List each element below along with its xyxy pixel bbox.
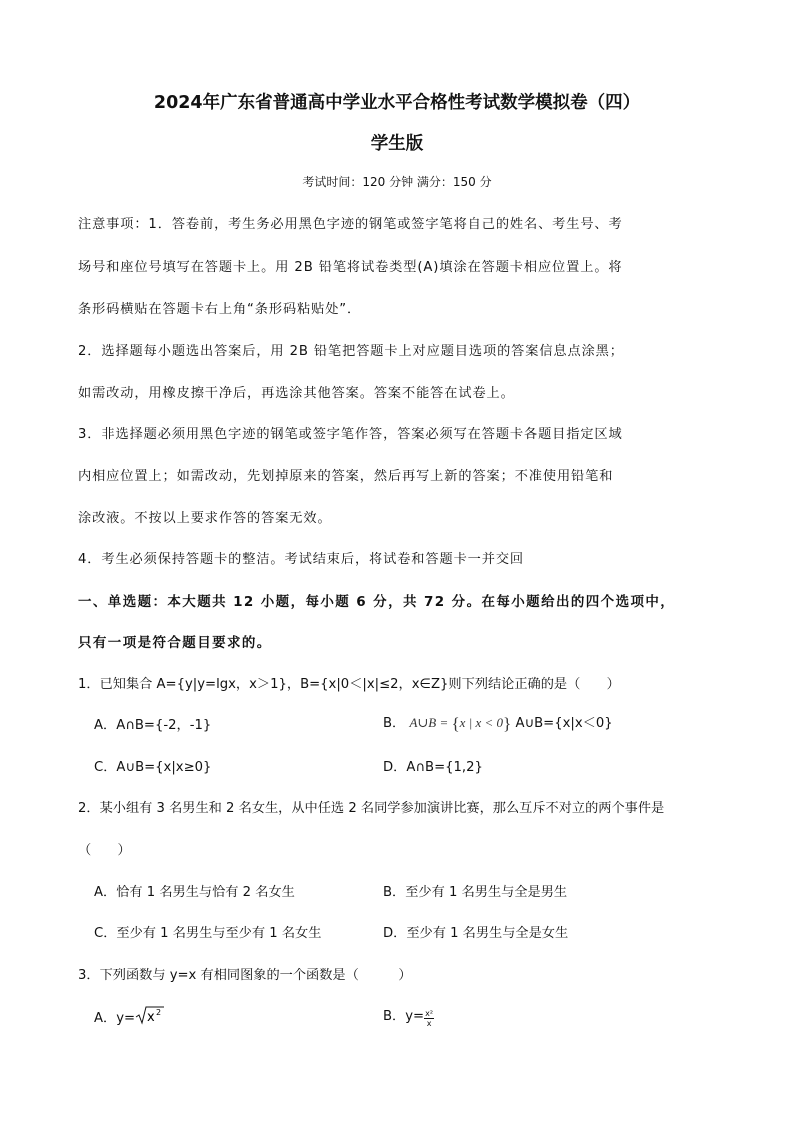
fraction-denominator: x — [426, 1019, 432, 1028]
option-label: B． — [383, 716, 406, 731]
notice-line: 3．非选择题必须用黑色字迹的钢笔或签字笔作答，答案必须写在答题卡各题目指定区域 — [78, 427, 623, 442]
notice-line: 注意事项：1．答卷前，考生务必用黑色字迹的钢笔或签字笔将自己的姓名、考生号、考 — [78, 217, 623, 232]
question-1-option-d: D．A∩B={1,2} — [383, 760, 483, 775]
question-3-option-b — [383, 1005, 434, 1028]
notice-line: 场号和座位号填写在答题卡上。用 2B 铅笔将试卷类型(A)填涂在答题卡相应位置上。将 — [78, 260, 623, 275]
option-label: B．y= — [383, 1009, 425, 1024]
formula-brace-close: } — [503, 714, 512, 733]
notice-line: 内相应位置上；如需改动，先划掉原来的答案，然后再写上新的答案；不准使用铅笔和 — [78, 469, 614, 484]
notice-line: 如需改动，用橡皮擦干净后，再选涂其他答案。答案不能答在试卷上。 — [78, 386, 515, 401]
question-2-option-b: B．至少有 1 名男生与全是男生 — [383, 885, 568, 900]
exam-title: 2024年广东省普通高中学业水平合格性考试数学模拟卷（四） — [153, 93, 641, 113]
option-b-text: A∪B={x|x＜0} — [515, 716, 613, 731]
exam-info: 考试时间：120 分钟 满分：150 分 — [302, 175, 492, 189]
formula-brace-open: { — [451, 714, 460, 733]
notice-line: 条形码横贴在答题卡右上角“条形码粘贴处”． — [78, 302, 362, 317]
sqrt-formula — [135, 1005, 165, 1029]
sqrt-radicand: x — [147, 1010, 155, 1025]
section-heading: 只有一项是符合题目要求的。 — [78, 635, 272, 651]
option-label: A．y= — [94, 1011, 136, 1026]
question-1-stem: 1．已知集合 A={y|y=lgx，x＞1}，B={x|0＜|x|≤2，x∈Z}则下列结论正确的是（ ） — [78, 677, 620, 692]
sqrt-sign-icon — [135, 1005, 165, 1025]
question-2-option-d: D．至少有 1 名男生与全是女生 — [383, 926, 569, 941]
fraction — [424, 1009, 434, 1028]
question-2-option-c: C．至少有 1 名男生与至少有 1 名女生 — [94, 926, 322, 941]
formula-left: A∪B = — [409, 715, 449, 730]
question-3-stem: 3．下列函数与 y=x 有相同图象的一个函数是（ ） — [78, 968, 412, 983]
section-heading: 一、单选题：本大题共 12 小题，每小题 6 分，共 72 分。在每小题给出的四个选项中， — [78, 594, 676, 610]
exam-subtitle: 学生版 — [370, 134, 424, 154]
question-2-stem: 2．某小组有 3 名男生和 2 名女生，从中任选 2 名同学参加演讲比赛，那么互斥不对立的两个事件是 — [78, 801, 665, 816]
formula-inner: x | x < 0 — [459, 715, 504, 730]
sqrt-exponent: 2 — [156, 1008, 162, 1017]
question-1-option-c: C．A∪B={x|x≥0} — [94, 760, 212, 775]
question-2-paren: （ ） — [78, 843, 131, 858]
fraction-numerator: x² — [425, 1009, 434, 1018]
notice-line: 4．考生必须保持答题卡的整洁。考试结束后，将试卷和答题卡一并交回 — [78, 552, 524, 567]
notice-line: 2．选择题每小题选出答案后，用 2B 铅笔把答题卡上对应题目选项的答案信息点涂黑； — [78, 344, 624, 359]
question-1-option-a: A．A∩B={-2，-1} — [94, 718, 212, 733]
notice-line: 涂改液。不按以上要求作答的答案无效。 — [78, 511, 332, 526]
question-1-option-b — [383, 712, 613, 734]
question-3-option-a — [94, 1005, 165, 1029]
question-2-option-a: A．恰有 1 名男生与恰有 2 名女生 — [94, 885, 295, 900]
option-b-formula-image — [409, 714, 512, 733]
